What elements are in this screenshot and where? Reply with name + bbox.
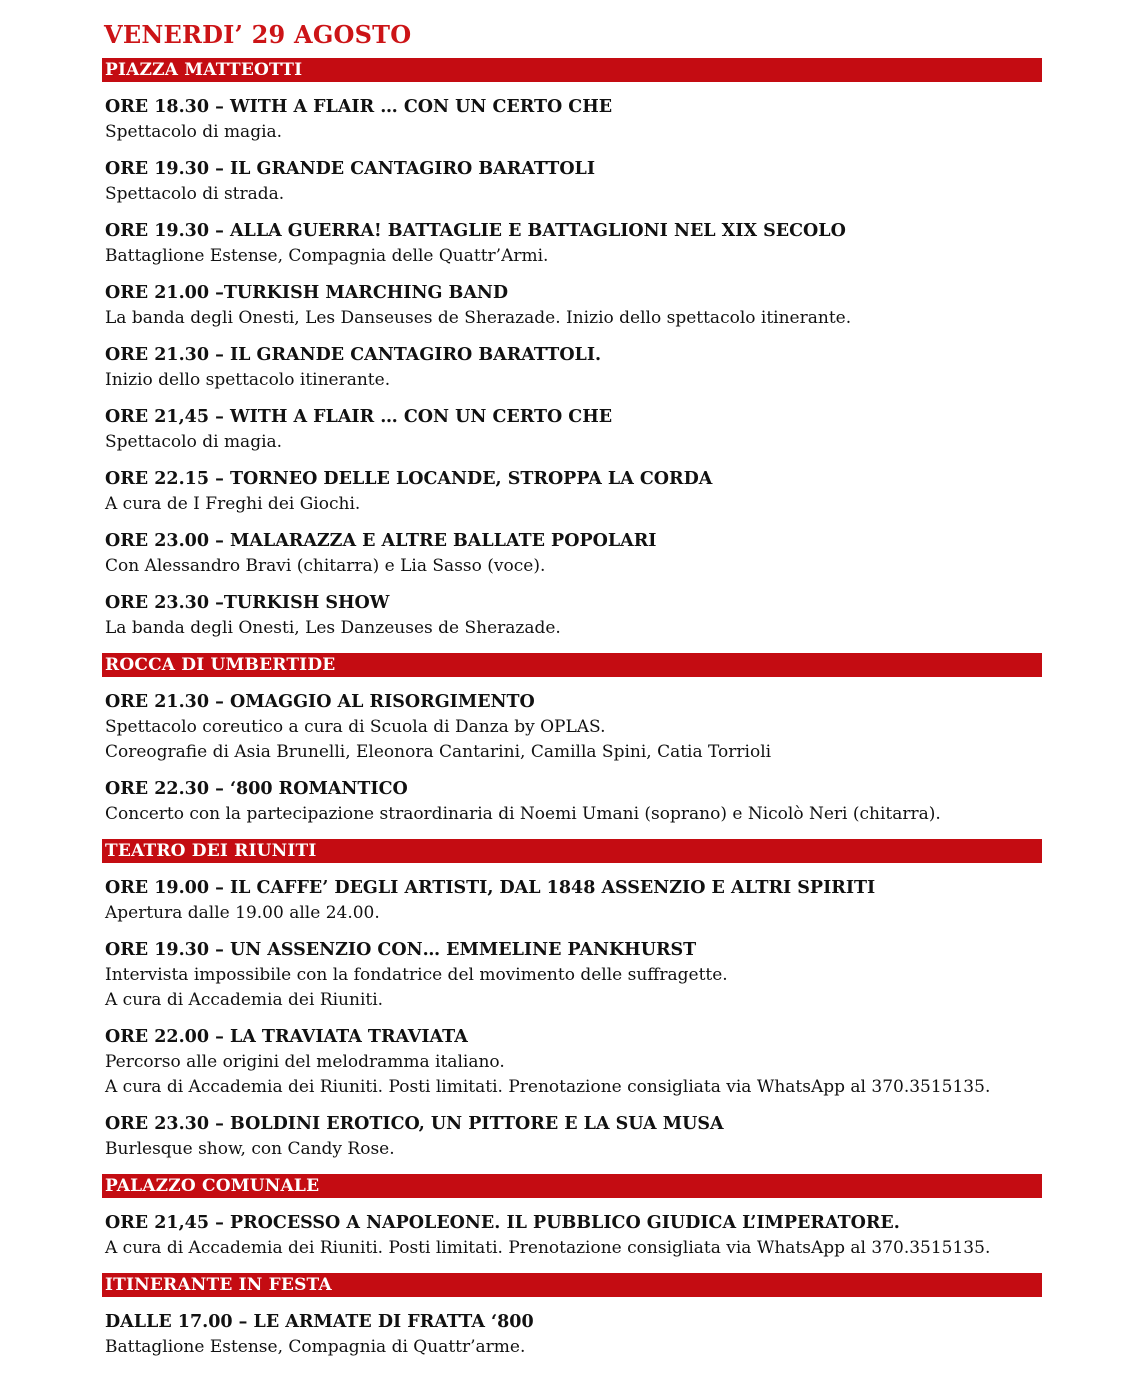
event-item bbox=[102, 876, 1042, 926]
event-title: ORE 19.30 – ALLA GUERRA! BATTAGLIE E BATTAGLIONI NEL XIX SECOLO bbox=[105, 221, 846, 241]
event-item bbox=[102, 467, 1042, 517]
event-title: ORE 21,45 – PROCESSO A NAPOLEONE. IL PUBBLICO GIUDICA L’IMPERATORE. bbox=[105, 1213, 900, 1233]
event-title: ORE 22.15 – TORNEO DELLE LOCANDE, STROPPA LA CORDA bbox=[105, 469, 713, 489]
event-item bbox=[102, 591, 1042, 641]
event-title: ORE 19.00 – IL CAFFE’ DEGLI ARTISTI, DAL 1848 ASSENZIO E ALTRI SPIRITI bbox=[105, 878, 876, 898]
venue-section bbox=[102, 58, 1042, 641]
event-description: Battaglione Estense, Compagnia delle Quattr’Armi. bbox=[105, 246, 549, 266]
venue-header: ITINERANTE IN FESTA bbox=[102, 1273, 1042, 1297]
event-item bbox=[102, 1310, 1042, 1360]
event-item bbox=[102, 777, 1042, 827]
event-title: ORE 23.00 – MALARAZZA E ALTRE BALLATE POPOLARI bbox=[105, 531, 657, 551]
event-title: ORE 23.30 – BOLDINI EROTICO, UN PITTORE E LA SUA MUSA bbox=[105, 1114, 724, 1134]
event-title: ORE 22.00 – LA TRAVIATA TRAVIATA bbox=[105, 1027, 468, 1047]
event-item bbox=[102, 938, 1042, 1013]
event-item bbox=[102, 690, 1042, 765]
event-item bbox=[102, 1025, 1042, 1100]
event-description: A cura de I Freghi dei Giochi. bbox=[105, 494, 361, 514]
event-title: DALLE 17.00 – LE ARMATE DI FRATTA ‘800 bbox=[105, 1312, 534, 1332]
event-item bbox=[102, 529, 1042, 579]
event-title: ORE 21.30 – OMAGGIO AL RISORGIMENTO bbox=[105, 692, 535, 712]
event-description: Percorso alle origini del melodramma italiano. bbox=[105, 1052, 505, 1072]
event-description: Burlesque show, con Candy Rose. bbox=[105, 1139, 395, 1159]
venue-section bbox=[102, 839, 1042, 1162]
event-description: Concerto con la partecipazione straordinaria di Noemi Umani (soprano) e Nicolò Neri (chitarra). bbox=[105, 804, 941, 824]
event-title: ORE 23.30 –TURKISH SHOW bbox=[105, 593, 390, 613]
program-page bbox=[102, 18, 1042, 1372]
page-title: VENERDI’ 29 AGOSTO bbox=[104, 20, 412, 49]
program-sections bbox=[102, 58, 1042, 1360]
event-description: Con Alessandro Bravi (chitarra) e Lia Sasso (voce). bbox=[105, 556, 546, 576]
venue-section bbox=[102, 653, 1042, 827]
event-item bbox=[102, 1112, 1042, 1162]
venue-header: PALAZZO COMUNALE bbox=[102, 1174, 1042, 1198]
event-title: ORE 21,45 – WITH A FLAIR … CON UN CERTO CHE bbox=[105, 407, 613, 427]
event-title: ORE 21.30 – IL GRANDE CANTAGIRO BARATTOLI. bbox=[105, 345, 602, 365]
venue-header: ROCCA DI UMBERTIDE bbox=[102, 653, 1042, 677]
event-item bbox=[102, 281, 1042, 331]
event-item bbox=[102, 1211, 1042, 1261]
event-title: ORE 19.30 – UN ASSENZIO CON… EMMELINE PANKHURST bbox=[105, 940, 697, 960]
event-description: Intervista impossibile con la fondatrice del movimento delle suffragette. bbox=[105, 965, 728, 985]
event-item bbox=[102, 343, 1042, 393]
venue-header: PIAZZA MATTEOTTI bbox=[102, 58, 1042, 82]
event-item bbox=[102, 157, 1042, 207]
event-description: Inizio dello spettacolo itinerante. bbox=[105, 370, 391, 390]
event-title: ORE 18.30 – WITH A FLAIR … CON UN CERTO CHE bbox=[105, 97, 613, 117]
event-description: Spettacolo di strada. bbox=[105, 184, 285, 204]
event-description: A cura di Accademia dei Riuniti. Posti limitati. Prenotazione consigliata via WhatsApp al 370.3515135. bbox=[105, 1238, 991, 1258]
venue-section bbox=[102, 1273, 1042, 1360]
venue-section bbox=[102, 1174, 1042, 1261]
event-title: ORE 22.30 – ‘800 ROMANTICO bbox=[105, 779, 408, 799]
event-description: A cura di Accademia dei Riuniti. Posti limitati. Prenotazione consigliata via WhatsApp al 370.3515135. bbox=[105, 1077, 991, 1097]
event-description: Apertura dalle 19.00 alle 24.00. bbox=[105, 903, 380, 923]
event-description: A cura di Accademia dei Riuniti. bbox=[105, 990, 384, 1010]
event-description: La banda degli Onesti, Les Danzeuses de Sherazade. bbox=[105, 618, 561, 638]
event-description: La banda degli Onesti, Les Danseuses de Sherazade. Inizio dello spettacolo itinerante. bbox=[105, 308, 852, 328]
event-item bbox=[102, 95, 1042, 145]
event-description: Coreografie di Asia Brunelli, Eleonora Cantarini, Camilla Spini, Catia Torrioli bbox=[105, 742, 772, 762]
event-description: Spettacolo di magia. bbox=[105, 122, 283, 142]
event-title: ORE 19.30 – IL GRANDE CANTAGIRO BARATTOLI bbox=[105, 159, 596, 179]
event-description: Spettacolo coreutico a cura di Scuola di Danza by OPLAS. bbox=[105, 717, 606, 737]
event-item bbox=[102, 405, 1042, 455]
event-title: ORE 21.00 –TURKISH MARCHING BAND bbox=[105, 283, 509, 303]
event-item bbox=[102, 219, 1042, 269]
event-description: Battaglione Estense, Compagnia di Quattr’arme. bbox=[105, 1337, 526, 1357]
venue-header: TEATRO DEI RIUNITI bbox=[102, 839, 1042, 863]
event-description: Spettacolo di magia. bbox=[105, 432, 283, 452]
